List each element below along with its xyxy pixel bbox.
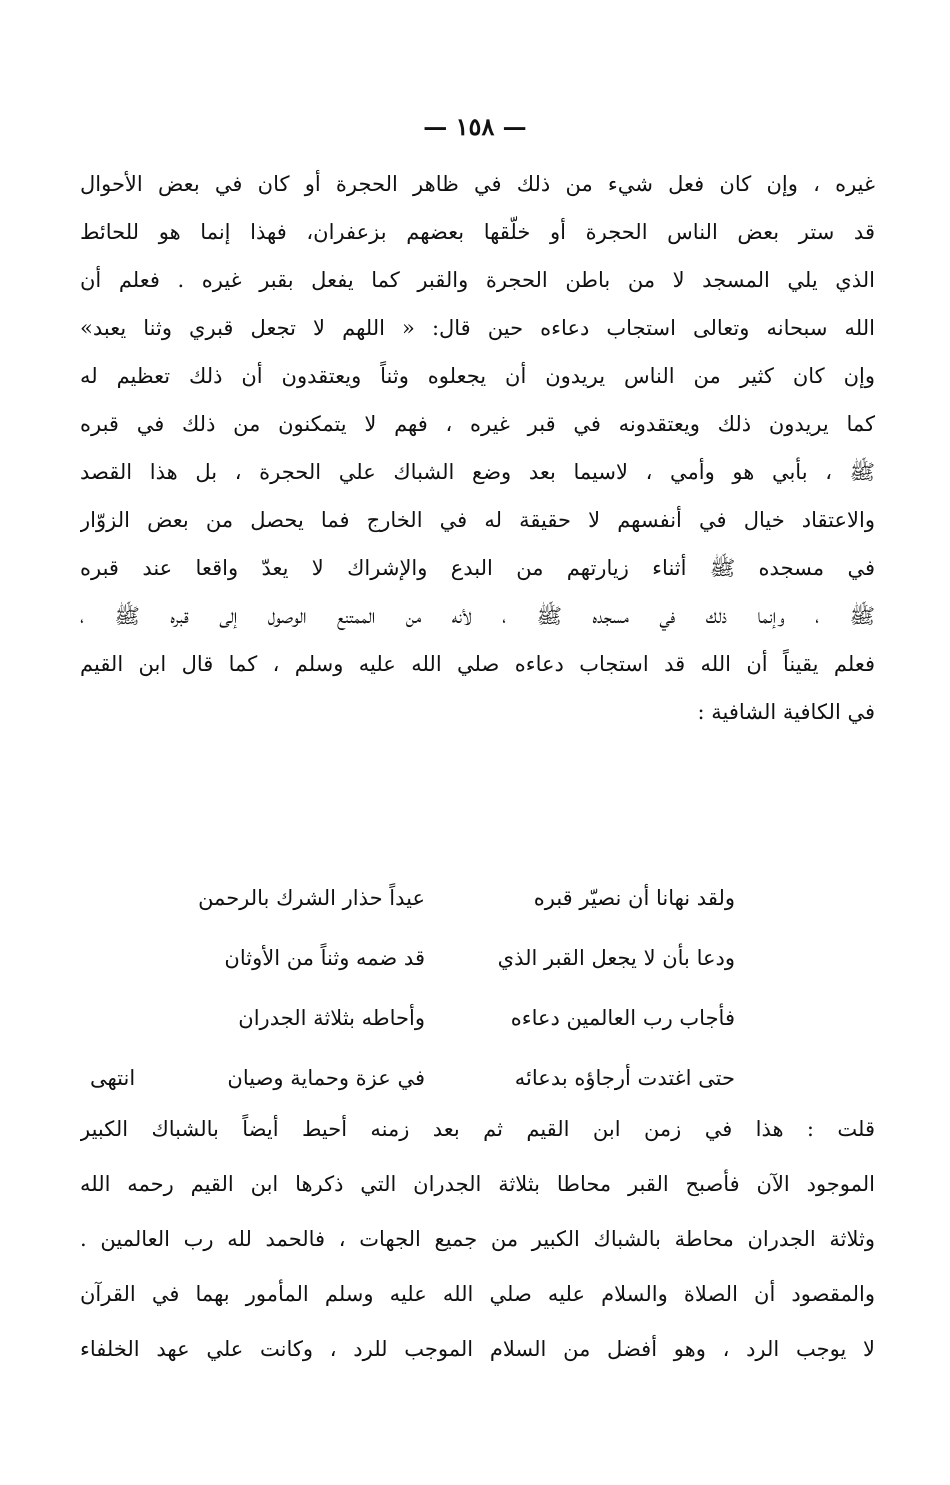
page-number: — ١٥٨ — xyxy=(423,112,527,141)
text-line: كما يريدون ذلك ويعتقدونه في قبر غيره ، فهم لا يتمكنون من ذلك في قبره xyxy=(80,412,875,436)
text-line: فعلم يقيناً أن الله قد استجاب دعاءه صلي الله عليه وسلم ، كما قال ابن القيم xyxy=(80,652,875,676)
poem-verse xyxy=(80,928,875,988)
text-line: قلت : هذا في زمن ابن القيم ثم بعد زمنه أحيط أيضاً بالشباك الكبير xyxy=(80,1117,875,1141)
verse-second-hemistich: عيداً حذار الشرك بالرحمن xyxy=(198,886,425,910)
second-paragraph xyxy=(80,1102,875,1377)
text-line: ﷺ ، بأبي هو وأمي ، لاسيما بعد وضع الشباك علي الحجرة ، بل هذا القصد xyxy=(80,460,875,484)
text-line: الذي يلي المسجد لا من باطن الحجرة والقبر كما يفعل بقبر غيره . فعلم أن xyxy=(80,268,875,292)
text-line: وثلاثة الجدران محاطة بالشباك الكبير من جميع الجهات ، فالحمد لله رب العالمين . xyxy=(80,1227,875,1251)
verse-first-hemistich: فأجاب رب العالمين دعاءه xyxy=(510,1006,735,1030)
text-line: لا يوجب الرد ، وهو أفضل من السلام الموجب للرد ، وكانت علي عهد الخلفاء xyxy=(80,1337,875,1361)
text-line: الموجود الآن فأصبح القبر محاطا بثلاثة الجدران التي ذكرها ابن القيم رحمه الله xyxy=(80,1172,875,1196)
poem-verse xyxy=(80,1048,875,1108)
text-line: غيره ، وإن كان فعل شيء من ذلك في ظاهر الحجرة أو كان في بعض الأحوال xyxy=(80,172,875,196)
verse-first-hemistich: حتى اغتدت أرجاؤه بدعائه xyxy=(514,1066,735,1090)
text-line: والاعتقاد خيال في أنفسهم لا حقيقة له في الخارج فما يحصل من بعض الزوّار xyxy=(80,508,875,532)
poem-verse xyxy=(80,988,875,1048)
poem-block xyxy=(80,868,875,1108)
text-line: الله سبحانه وتعالى استجاب دعاءه حين قال: « اللهم لا تجعل قبري وثنا يعبد» xyxy=(80,316,875,340)
verse-first-hemistich: ولقد نهانا أن نصيّر قبره xyxy=(533,886,735,910)
text-line: في مسجده ﷺ أثناء زيارتهم من البدع والإشراك لا يعدّ واقعا عند قبره xyxy=(80,556,875,580)
poem-verse xyxy=(80,868,875,928)
verse-second-hemistich: وأحاطه بثلاثة الجدران xyxy=(238,1006,425,1030)
verse-second-hemistich: في عزة وحماية وصيان xyxy=(227,1066,425,1090)
text-line: والمقصود أن الصلاة والسلام عليه صلي الله عليه وسلم المأمور بهما في القرآن xyxy=(80,1282,875,1306)
text-line: قد ستر بعض الناس الحجرة أو خلّقها بعضهم بزعفران، فهذا إنما هو للحائط xyxy=(80,220,875,244)
text-line: في الكافية الشافية : xyxy=(697,700,875,724)
verse-second-hemistich: قد ضمه وثناً من الأوثان xyxy=(224,946,425,970)
main-paragraph xyxy=(80,160,875,736)
text-line: وإن كان كثير من الناس يريدون أن يجعلوه وثناً ويعتقدون أن ذلك تعظيم له xyxy=(80,364,875,388)
poem-end-word: انتهى xyxy=(90,1066,136,1090)
text-line: ﷺ ، وإنما ذلك في مسجده ﷺ ، لأنه من الممتنع الوصول إلى قبره ﷺ ، xyxy=(80,604,875,628)
verse-first-hemistich: ودعا بأن لا يجعل القبر الذي xyxy=(497,946,735,970)
